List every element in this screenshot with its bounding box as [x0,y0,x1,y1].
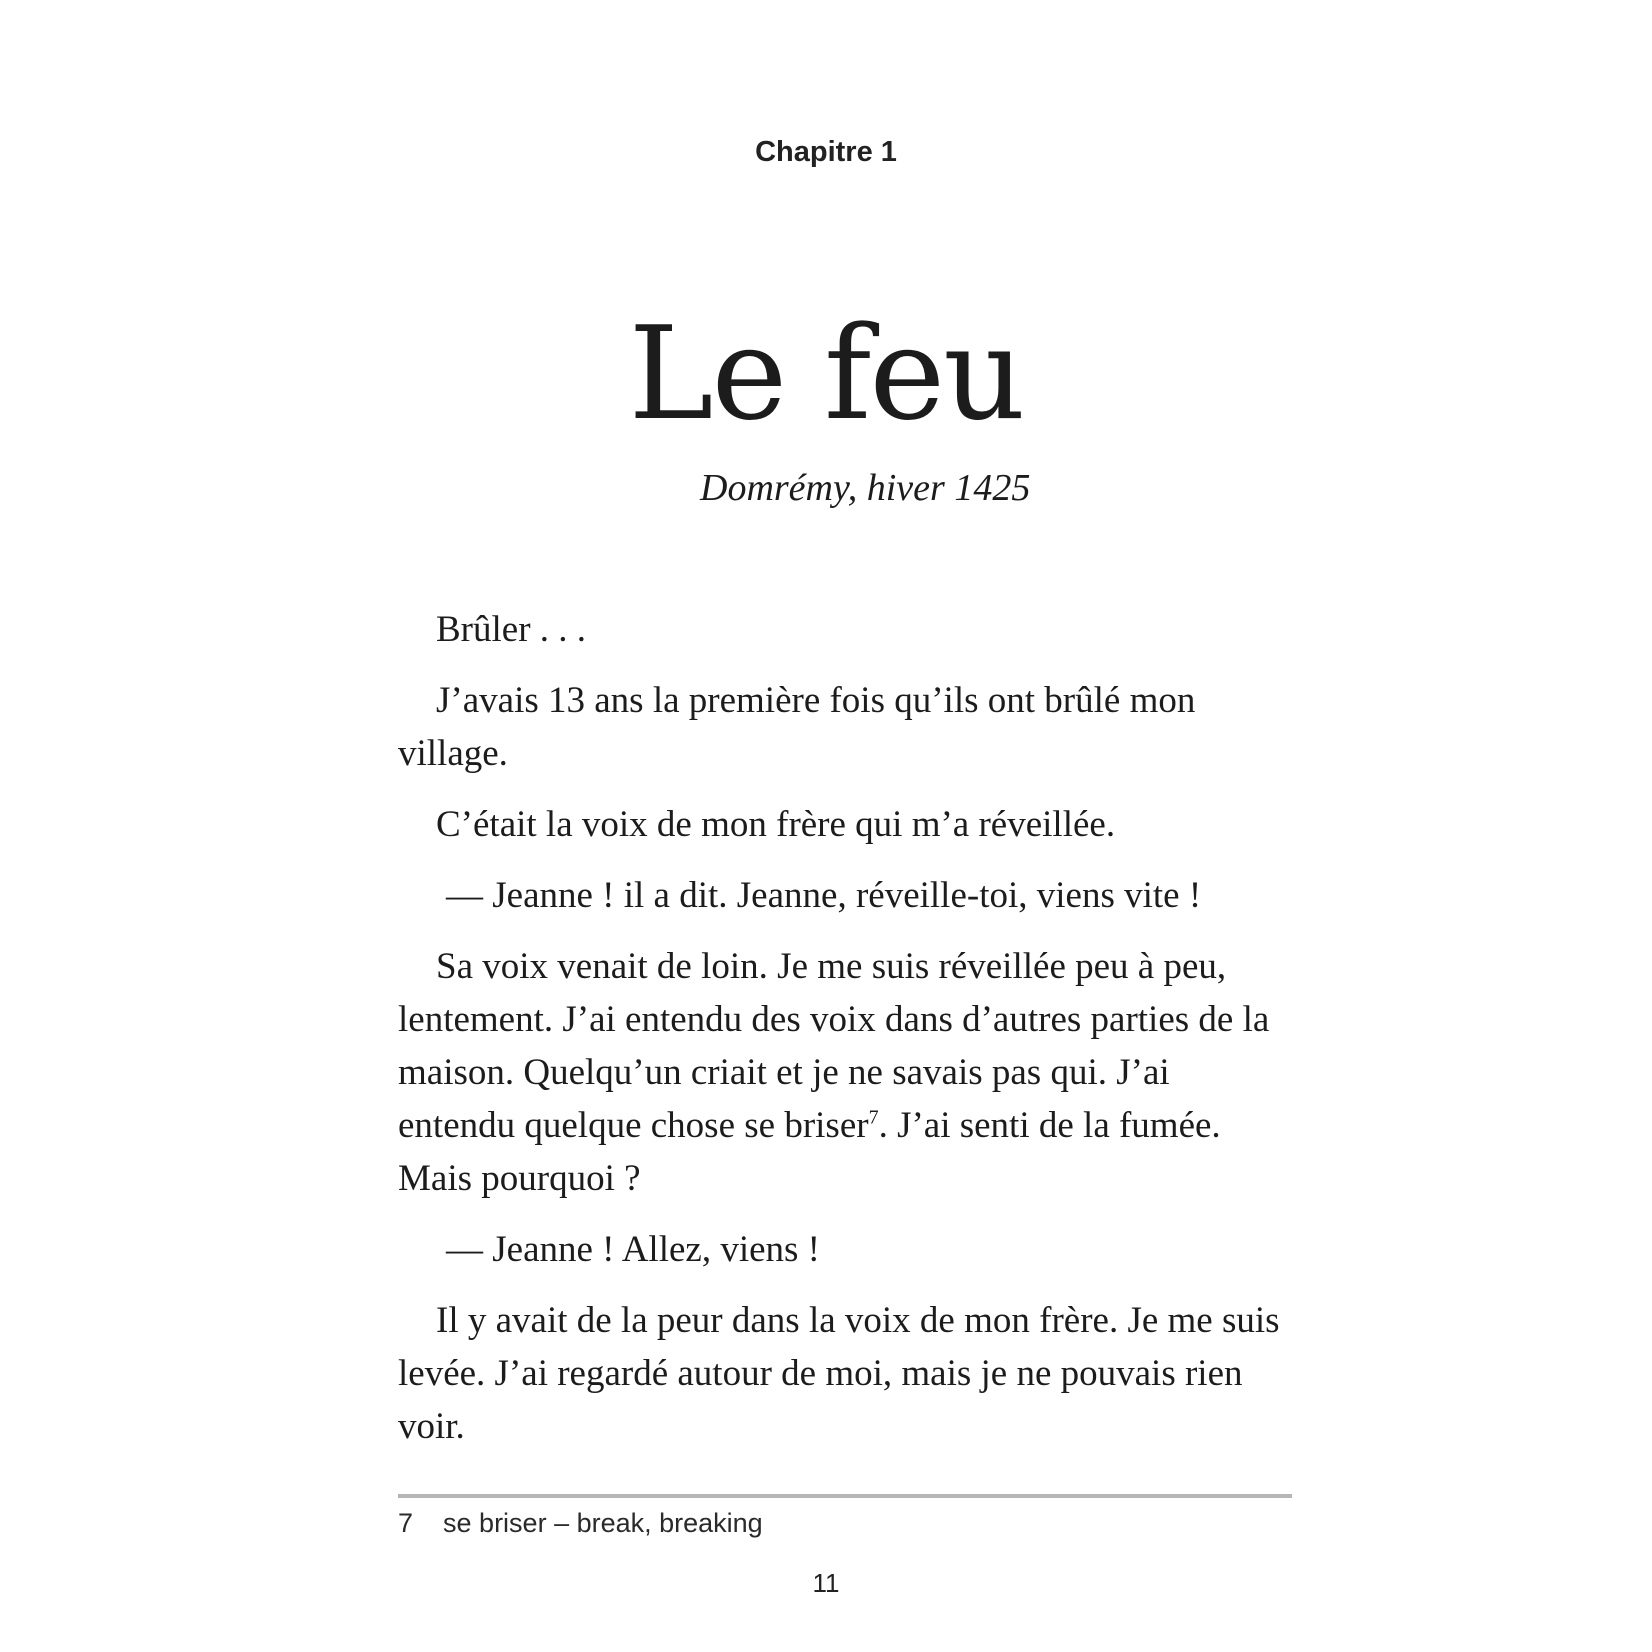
paragraph: Il y avait de la peur dans la voix de mon frère. Je me suis levée. J’ai regardé autour de moi, mais je ne pouvais rien voir. [398,1300,1280,1447]
chapter-title: Le feu [628,300,1024,449]
paragraph-text: . J’ai senti de la fumée. Mais pourquoi ? [398,1105,1221,1199]
body-text [398,603,1292,1471]
footnote-number: 7 [398,1508,414,1538]
footnote-marker: 7 [868,1106,879,1129]
chapter-label: Chapitre 1 [755,136,897,168]
paragraph: C’était la voix de mon frère qui m’a réveillée. [436,804,1116,845]
dialogue-paragraph: — Jeanne ! Allez, viens ! [446,1229,820,1270]
paragraph-text: Sa voix venait de loin. Je me suis réveillée peu à peu, lentement. J’ai entendu des voix dans d’autres parties de la maison. Quelqu’un criait et je ne savais pas qui. J’ai entendu quelque chose se briser [398,946,1270,1146]
paragraph: J’avais 13 ans la première fois qu’ils ont brûlé mon village. [398,680,1196,774]
chapter-subtitle: Domrémy, hiver 1425 [700,467,1031,509]
footnote-text: se briser – break, breaking [443,1508,763,1538]
footnote-divider [398,1494,1292,1498]
paragraph [398,940,1292,1205]
dialogue-paragraph: — Jeanne ! il a dit. Jeanne, réveille-toi, viens vite ! [446,875,1202,916]
footnote [398,1508,1292,1539]
paragraph: Brûler . . . [436,609,587,650]
page-number: 11 [812,1568,840,1598]
